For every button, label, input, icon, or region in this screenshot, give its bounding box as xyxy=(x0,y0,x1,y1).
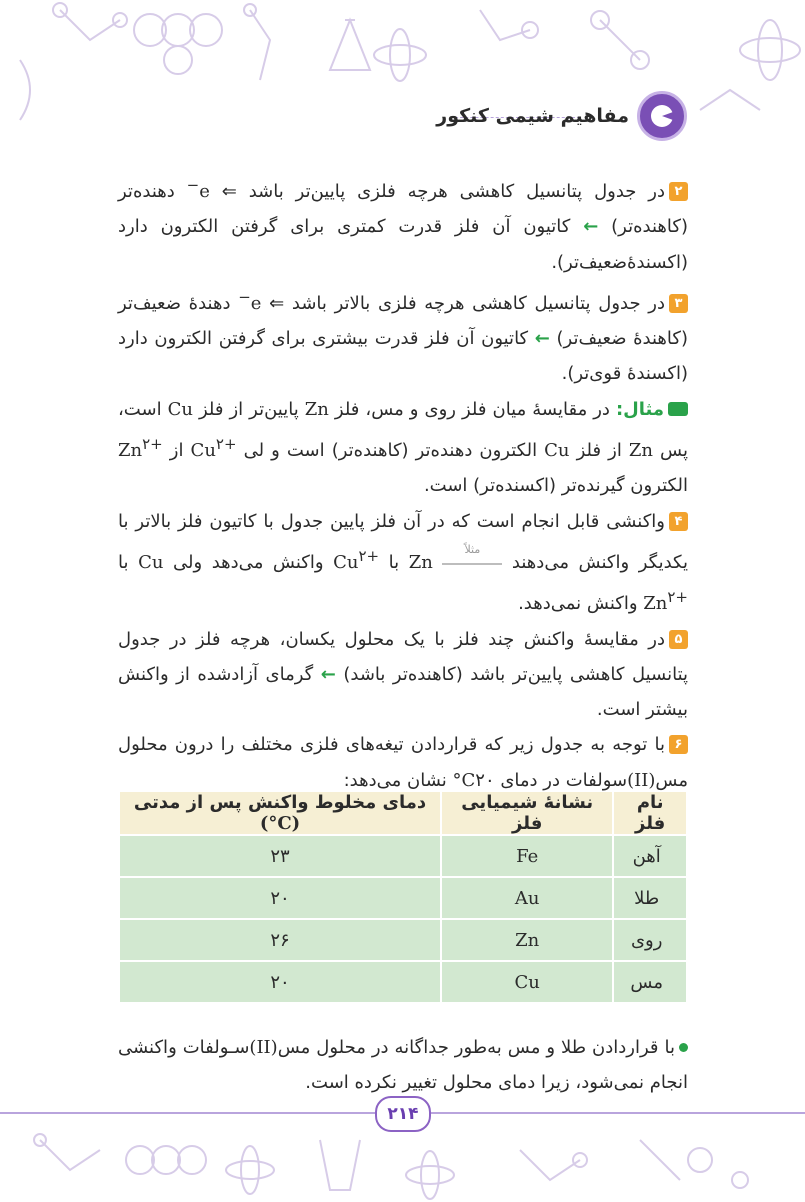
symbol-cell: Zn xyxy=(442,920,612,960)
text: گرمای آزادشده از واکنش بیشتر است. xyxy=(118,663,688,721)
symbol-cell: Au xyxy=(442,878,612,918)
superscript: − xyxy=(238,287,251,306)
metal-name-cell: مس xyxy=(614,962,686,1002)
number-badge: ۶ xyxy=(669,735,688,754)
paragraph-6 xyxy=(118,727,688,798)
temperature-cell: ۲۶ xyxy=(120,920,440,960)
paragraph-4 xyxy=(118,504,688,622)
superscript: ۲+ xyxy=(142,435,163,454)
paragraph-2 xyxy=(118,168,688,280)
electron-symbol xyxy=(186,176,210,202)
chapter-title: مفاهیم شیمی کنکور xyxy=(436,105,629,127)
temperature-unit: °C xyxy=(452,769,476,791)
superscript: ۲+ xyxy=(667,588,688,607)
example-icon xyxy=(668,402,688,416)
green-arrow-icon: ← xyxy=(320,663,336,685)
text: کاتیون آن فلز قدرت کمتری برای گرفتن الکترون دارد (اکسندهٔ‌ضعیف‌تر). xyxy=(118,216,688,273)
paragraph-5 xyxy=(118,622,688,728)
temperature-cell: ۲۰ xyxy=(120,962,440,1002)
pie-chart-icon xyxy=(637,91,687,141)
table-row xyxy=(120,836,686,876)
superscript: ۲+ xyxy=(358,546,380,565)
text: Cu xyxy=(190,440,216,462)
header-metal-name: نام فلز xyxy=(614,792,686,834)
temperature-cell: ۲۳ xyxy=(120,836,440,876)
green-arrow-icon: ← xyxy=(583,216,599,238)
example-arrow-label: مثلاً xyxy=(464,542,481,556)
number-badge: ۴ xyxy=(669,512,688,531)
chem-symbol: Cu xyxy=(138,551,164,573)
text: Zn xyxy=(643,593,668,615)
arrow-line xyxy=(442,563,502,565)
chem-symbol: Zn xyxy=(628,440,653,462)
text: دمای مخلوط واکنش پس از مدتی xyxy=(133,792,427,813)
superscript: − xyxy=(186,176,200,194)
cation-symbol xyxy=(643,588,688,615)
text: از xyxy=(162,440,191,462)
example-arrow xyxy=(442,542,502,572)
text: دهندهٔ ضعیف‌تر (کاهندهٔ ضعیف‌تر) xyxy=(118,292,688,350)
table-row xyxy=(120,962,686,1002)
chem-symbol: Cu xyxy=(544,440,570,462)
text: دهنده‌تر (کاهنده‌تر) xyxy=(118,181,688,238)
temperature-cell: ۲۰ xyxy=(120,878,440,918)
text: واکنشی قابل انجام است که در آن فلز پایین جدول با کاتیون فلز بالاتر با یکدیگر واکنش می‌دهند xyxy=(118,510,689,573)
number-badge: ۲ xyxy=(669,182,688,201)
text: با xyxy=(118,551,139,573)
text: در مقایسهٔ واکنش چند فلز با یک محلول یکسان، هرچه فلز در جدول پتانسیل کاهشی پایین‌تر باشد (کاهنده‌تر باشد) xyxy=(118,628,689,685)
text: سولفات در دمای xyxy=(494,769,628,791)
electron-symbol xyxy=(238,287,262,314)
number-badge: ۳ xyxy=(669,294,688,313)
text: در مقایسهٔ میان فلز روی و مس، فلز xyxy=(328,398,616,420)
metal-name-cell: آهن xyxy=(614,836,686,876)
text: واکنش می‌دهد ولی xyxy=(163,551,334,573)
unit: (°C) xyxy=(259,813,301,834)
example-paragraph xyxy=(118,392,688,504)
metal-temperature-table xyxy=(118,790,688,1004)
table-header-row xyxy=(120,792,686,834)
temperature-value: ۲۰ xyxy=(475,769,495,791)
chem-symbol: Cu xyxy=(167,398,193,420)
oxidation-state: (II) xyxy=(249,1037,278,1058)
text: با قراردادن طلا و مس به‌طور جداگانه در محلول مس xyxy=(277,1037,676,1058)
header-temperature xyxy=(120,792,440,834)
text: Zn xyxy=(118,440,143,462)
decorative-footer-illustration xyxy=(0,1120,805,1202)
chem-symbol: Zn xyxy=(408,551,433,573)
cation-symbol xyxy=(118,435,163,462)
cation-symbol xyxy=(333,546,380,573)
header-chemical-symbol: نشانهٔ شیمیایی فلز xyxy=(442,792,612,834)
example-label: مثال: xyxy=(615,398,665,420)
main-content xyxy=(118,168,688,798)
cation-symbol xyxy=(190,435,237,462)
text: الکترون گیرنده‌تر (اکسنده‌تر) است. xyxy=(423,475,688,497)
number-badge: ۵ xyxy=(669,630,688,649)
text: نشان می‌دهد: xyxy=(343,769,453,791)
text: در جدول پتانسیل کاهشی هرچه فلزی پایین‌تر باشد ⇐ xyxy=(209,181,666,202)
conclusion-note xyxy=(118,1030,688,1101)
text: از فلز xyxy=(569,440,629,462)
text: الکترون دهنده‌تر (کاهنده‌تر) است و لی xyxy=(236,440,545,462)
oxidation-state: (II) xyxy=(627,769,656,791)
text: با توجه به جدول زیر که قراردادن تیغه‌های فلزی مختلف را درون محلول مس xyxy=(118,734,688,791)
superscript: ۲+ xyxy=(215,435,237,454)
symbol-cell: Cu xyxy=(442,962,612,1002)
text: است، پس xyxy=(118,398,689,462)
text: پایین‌تر از فلز xyxy=(192,398,305,420)
table-row xyxy=(120,920,686,960)
text: e xyxy=(250,292,262,314)
paragraph-3 xyxy=(118,280,688,392)
table-row xyxy=(120,878,686,918)
metal-name-cell: روی xyxy=(614,920,686,960)
page-number: ۲۱۴ xyxy=(375,1096,431,1132)
chapter-header xyxy=(436,92,687,140)
green-arrow-icon: ← xyxy=(534,328,550,350)
text: e xyxy=(199,181,210,202)
text: کاتیون آن فلز قدرت بیشتری برای گرفتن الکترون دارد (اکسندهٔ قوی‌تر). xyxy=(118,328,688,385)
chem-symbol: Zn xyxy=(304,398,329,420)
text: در جدول پتانسیل کاهشی هرچه فلزی بالاتر باشد ⇐ xyxy=(261,292,665,314)
text: سـولفات واکنشی انجام نمی‌شود، زیرا دمای محلول تغییر نکرده است. xyxy=(118,1037,688,1094)
metal-name-cell: طلا xyxy=(614,878,686,918)
text: Cu xyxy=(333,551,359,573)
symbol-cell: Fe xyxy=(442,836,612,876)
bullet-icon xyxy=(679,1043,688,1052)
text: واکنش نمی‌دهد. xyxy=(518,593,644,615)
text: با xyxy=(379,551,409,573)
